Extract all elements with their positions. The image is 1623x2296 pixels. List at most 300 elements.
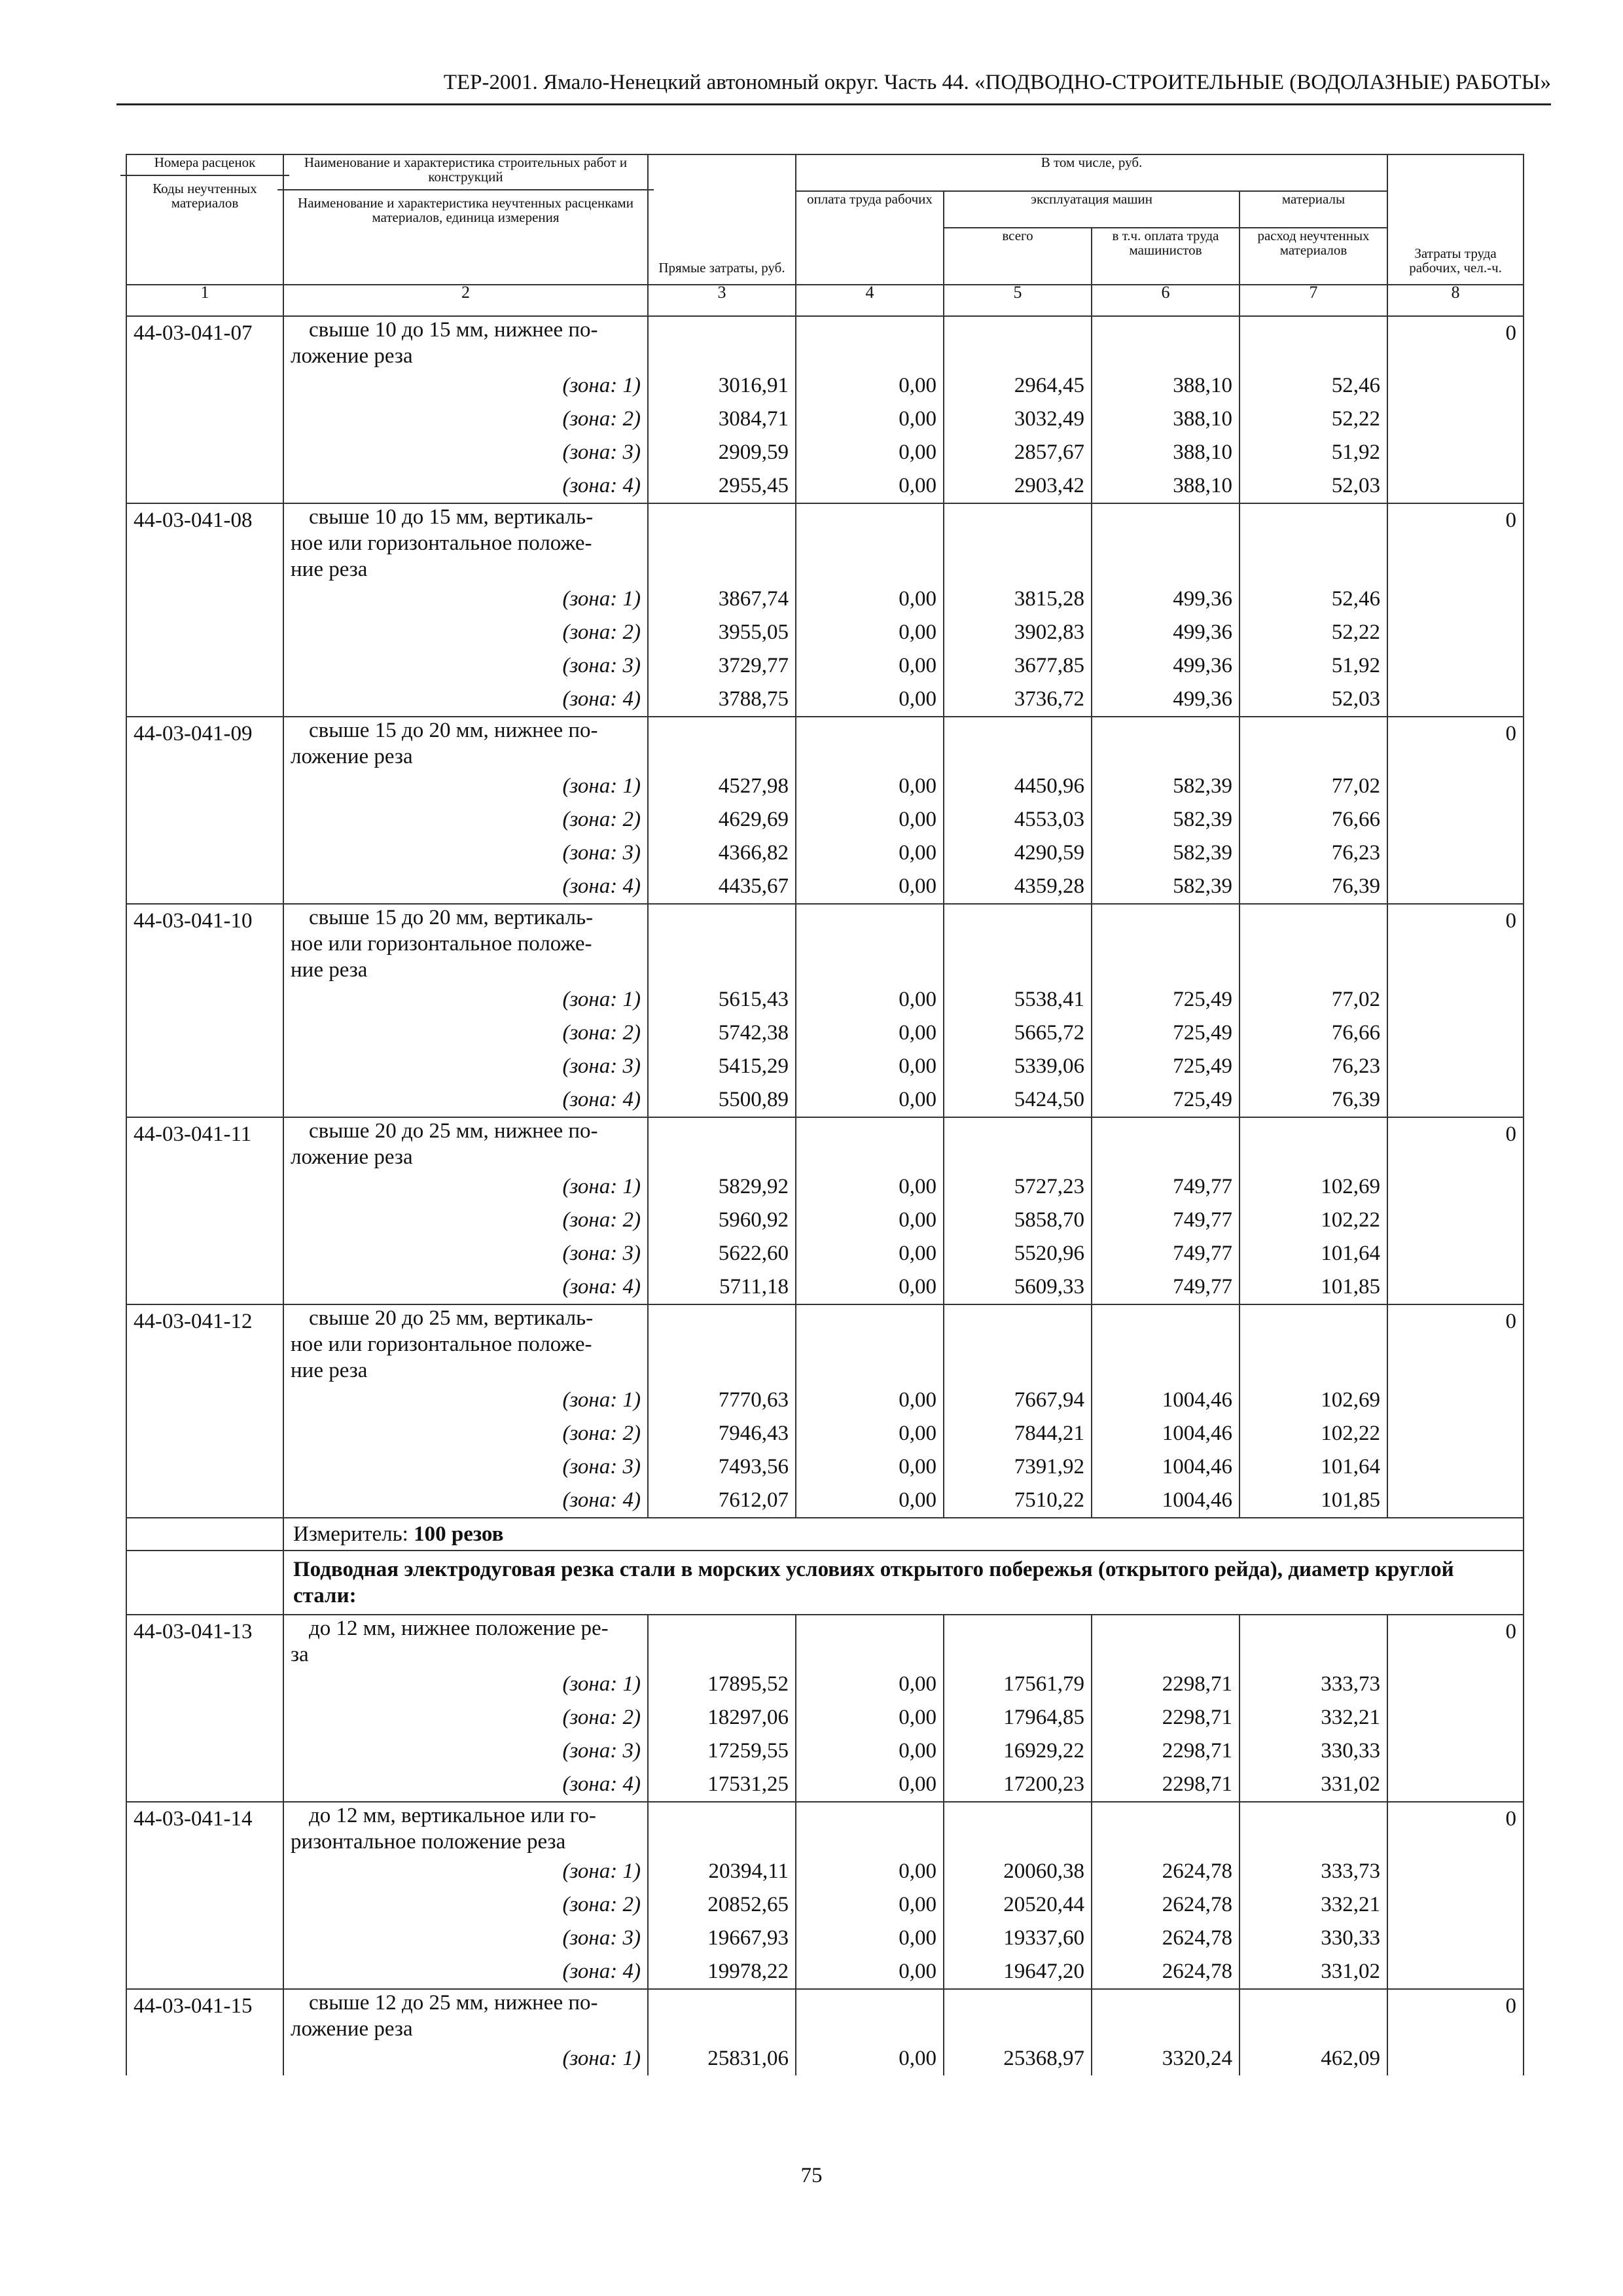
machines-total-value: 4450,96 xyxy=(944,770,1092,803)
header-num-1: 1 xyxy=(126,285,283,316)
operator-wages-value: 725,49 xyxy=(1092,1016,1240,1050)
zone-row xyxy=(126,1050,1524,1083)
materials-value: 77,02 xyxy=(1240,770,1387,803)
zone-row xyxy=(126,1170,1524,1204)
materials-value: 332,21 xyxy=(1240,1888,1387,1922)
machines-total-value: 5339,06 xyxy=(944,1050,1092,1083)
empty-cell xyxy=(126,469,283,503)
rate-description-line: свыше 10 до 15 мм, нижнее по- xyxy=(309,318,598,342)
rate-row xyxy=(126,904,1524,983)
rate-description-line: ное или горизонтальное положе- xyxy=(291,1333,592,1356)
worker-wages-value: 0,00 xyxy=(796,649,944,683)
rate-row xyxy=(126,1117,1524,1170)
zone-row xyxy=(126,770,1524,803)
worker-wages-value: 0,00 xyxy=(796,2042,944,2075)
machines-total-value: 5520,96 xyxy=(944,1237,1092,1270)
empty-cell xyxy=(1387,1768,1524,1802)
empty-cell xyxy=(648,316,796,369)
machines-total-value: 16929,22 xyxy=(944,1734,1092,1768)
header-num-7: 7 xyxy=(1240,285,1387,316)
operator-wages-value: 582,39 xyxy=(1092,870,1240,904)
zone-label: (зона: 2) xyxy=(283,1204,648,1237)
machines-total-value: 2857,67 xyxy=(944,436,1092,469)
rate-row xyxy=(126,503,1524,583)
direct-costs-value: 19667,93 xyxy=(648,1922,796,1955)
empty-cell xyxy=(1240,1802,1387,1855)
zone-row xyxy=(126,1922,1524,1955)
materials-value: 76,39 xyxy=(1240,1083,1387,1117)
materials-value: 102,22 xyxy=(1240,1417,1387,1450)
empty-cell xyxy=(944,503,1092,583)
header-num-3: 3 xyxy=(648,285,796,316)
empty-cell xyxy=(648,503,796,583)
empty-cell xyxy=(1387,1050,1524,1083)
direct-costs-value: 5742,38 xyxy=(648,1016,796,1050)
rate-description-line: ложение реза xyxy=(291,745,413,768)
machines-total-value: 7510,22 xyxy=(944,1484,1092,1518)
zone-row xyxy=(126,649,1524,683)
zone-label: (зона: 2) xyxy=(283,403,648,436)
zone-label: (зона: 4) xyxy=(283,870,648,904)
materials-value: 333,73 xyxy=(1240,1668,1387,1701)
direct-costs-value: 7612,07 xyxy=(648,1484,796,1518)
empty-cell xyxy=(944,316,1092,369)
rate-description-line: ложение реза xyxy=(291,344,413,368)
direct-costs-value: 4366,82 xyxy=(648,836,796,870)
rate-row xyxy=(126,1615,1524,1668)
zone-label: (зона: 4) xyxy=(283,469,648,503)
empty-cell xyxy=(1240,904,1387,983)
rate-description-line: ние реза xyxy=(291,558,368,581)
materials-value: 76,23 xyxy=(1240,836,1387,870)
labor-cost: 0 xyxy=(1387,503,1524,583)
empty-cell xyxy=(126,983,283,1016)
zone-label: (зона: 1) xyxy=(283,1855,648,1888)
materials-value: 76,39 xyxy=(1240,870,1387,904)
operator-wages-value: 2624,78 xyxy=(1092,1855,1240,1888)
operator-wages-value: 388,10 xyxy=(1092,469,1240,503)
labor-cost: 0 xyxy=(1387,717,1524,770)
empty-cell xyxy=(1092,316,1240,369)
empty-cell xyxy=(1387,1484,1524,1518)
worker-wages-value: 0,00 xyxy=(796,1855,944,1888)
zone-row xyxy=(126,1237,1524,1270)
zone-row xyxy=(126,1270,1524,1304)
zone-label: (зона: 3) xyxy=(283,1237,648,1270)
empty-cell xyxy=(126,1668,283,1701)
empty-cell xyxy=(1387,403,1524,436)
machines-total-value: 5538,41 xyxy=(944,983,1092,1016)
direct-costs-value: 4435,67 xyxy=(648,870,796,904)
direct-costs-value: 25831,06 xyxy=(648,2042,796,2075)
machines-total-value: 5858,70 xyxy=(944,1204,1092,1237)
meter-text xyxy=(283,1518,1524,1551)
zone-label: (зона: 1) xyxy=(283,583,648,616)
zone-row xyxy=(126,1450,1524,1484)
rate-description-line: ние реза xyxy=(291,958,368,982)
rate-description-line: свыше 12 до 25 мм, нижнее по- xyxy=(309,1991,598,2015)
machines-total-value: 4290,59 xyxy=(944,836,1092,870)
machines-total-value: 2964,45 xyxy=(944,369,1092,403)
operator-wages-value: 749,77 xyxy=(1092,1170,1240,1204)
direct-costs-value: 17531,25 xyxy=(648,1768,796,1802)
empty-cell xyxy=(126,1955,283,1989)
zone-label: (зона: 4) xyxy=(283,1083,648,1117)
zone-row xyxy=(126,616,1524,649)
empty-cell xyxy=(796,1304,944,1384)
empty-cell xyxy=(1387,616,1524,649)
empty-cell xyxy=(126,870,283,904)
rate-row xyxy=(126,1989,1524,2042)
worker-wages-value: 0,00 xyxy=(796,1484,944,1518)
empty-cell xyxy=(1387,836,1524,870)
rate-row xyxy=(126,1304,1524,1384)
worker-wages-value: 0,00 xyxy=(796,1016,944,1050)
rate-code: 44-03-041-07 xyxy=(126,316,283,369)
empty-cell xyxy=(1240,1117,1387,1170)
rate-code: 44-03-041-09 xyxy=(126,717,283,770)
empty-cell xyxy=(126,1855,283,1888)
header-col-materials-use: расход неучтенных материалов xyxy=(1240,228,1387,285)
empty-cell xyxy=(126,1551,283,1615)
empty-cell xyxy=(1240,717,1387,770)
worker-wages-value: 0,00 xyxy=(796,369,944,403)
rate-description-line: за xyxy=(291,1643,309,1666)
materials-value: 462,09 xyxy=(1240,2042,1387,2075)
zone-row xyxy=(126,1484,1524,1518)
zone-label: (зона: 1) xyxy=(283,770,648,803)
operator-wages-value: 2298,71 xyxy=(1092,1701,1240,1734)
machines-total-value: 17561,79 xyxy=(944,1668,1092,1701)
worker-wages-value: 0,00 xyxy=(796,1204,944,1237)
header-num-5: 5 xyxy=(944,285,1092,316)
rate-code: 44-03-041-15 xyxy=(126,1989,283,2042)
empty-cell xyxy=(648,1304,796,1384)
operator-wages-value: 1004,46 xyxy=(1092,1417,1240,1450)
machines-total-value: 3902,83 xyxy=(944,616,1092,649)
rate-code: 44-03-041-12 xyxy=(126,1304,283,1384)
header-col-code xyxy=(126,154,283,285)
materials-value: 51,92 xyxy=(1240,649,1387,683)
labor-cost: 0 xyxy=(1387,1802,1524,1855)
header-col-operator-wages: в т.ч. оплата труда машинистов xyxy=(1092,228,1240,285)
direct-costs-value: 5829,92 xyxy=(648,1170,796,1204)
direct-costs-value: 17895,52 xyxy=(648,1668,796,1701)
worker-wages-value: 0,00 xyxy=(796,1922,944,1955)
rate-description-line: ложение реза xyxy=(291,2017,413,2041)
empty-cell xyxy=(1387,649,1524,683)
direct-costs-value: 7493,56 xyxy=(648,1450,796,1484)
empty-cell xyxy=(1387,683,1524,717)
empty-cell xyxy=(126,770,283,803)
labor-cost: 0 xyxy=(1387,316,1524,369)
operator-wages-value: 1004,46 xyxy=(1092,1384,1240,1417)
operator-wages-value: 2624,78 xyxy=(1092,1955,1240,1989)
materials-value: 52,03 xyxy=(1240,683,1387,717)
empty-cell xyxy=(126,1734,283,1768)
zone-label: (зона: 1) xyxy=(283,2042,648,2075)
operator-wages-value: 749,77 xyxy=(1092,1204,1240,1237)
rate-code: 44-03-041-10 xyxy=(126,904,283,983)
empty-cell xyxy=(1387,1083,1524,1117)
rate-row xyxy=(126,717,1524,770)
zone-label: (зона: 3) xyxy=(283,649,648,683)
materials-value: 102,69 xyxy=(1240,1384,1387,1417)
rate-description xyxy=(283,717,648,770)
rate-description-line: ное или горизонтальное положе- xyxy=(291,932,592,956)
operator-wages-value: 2298,71 xyxy=(1092,1734,1240,1768)
empty-cell xyxy=(1387,983,1524,1016)
zone-label: (зона: 1) xyxy=(283,369,648,403)
empty-cell xyxy=(126,1270,283,1304)
empty-cell xyxy=(1092,1802,1240,1855)
worker-wages-value: 0,00 xyxy=(796,1237,944,1270)
empty-cell xyxy=(944,1615,1092,1668)
empty-cell xyxy=(796,316,944,369)
empty-cell xyxy=(1387,1734,1524,1768)
rate-code: 44-03-041-13 xyxy=(126,1615,283,1668)
rate-description-line: ризонтальное положение реза xyxy=(291,1830,566,1854)
zone-label: (зона: 3) xyxy=(283,436,648,469)
materials-value: 76,66 xyxy=(1240,1016,1387,1050)
worker-wages-value: 0,00 xyxy=(796,1450,944,1484)
empty-cell xyxy=(1092,717,1240,770)
rate-description-line: свыше 20 до 25 мм, вертикаль- xyxy=(309,1306,594,1330)
operator-wages-value: 499,36 xyxy=(1092,616,1240,649)
empty-cell xyxy=(1387,870,1524,904)
direct-costs-value: 20394,11 xyxy=(648,1855,796,1888)
operator-wages-value: 499,36 xyxy=(1092,583,1240,616)
empty-cell xyxy=(944,904,1092,983)
zone-row xyxy=(126,1668,1524,1701)
rate-description-line: до 12 мм, нижнее положение ре- xyxy=(309,1617,609,1640)
materials-value: 77,02 xyxy=(1240,983,1387,1016)
operator-wages-value: 582,39 xyxy=(1092,803,1240,836)
direct-costs-value: 5415,29 xyxy=(648,1050,796,1083)
empty-cell xyxy=(944,1117,1092,1170)
rate-description xyxy=(283,1117,648,1170)
empty-cell xyxy=(126,1768,283,1802)
empty-cell xyxy=(944,1802,1092,1855)
header-col-labor: Затраты труда рабочих, чел.-ч. xyxy=(1387,154,1524,285)
direct-costs-value: 5711,18 xyxy=(648,1270,796,1304)
empty-cell xyxy=(126,803,283,836)
operator-wages-value: 725,49 xyxy=(1092,1050,1240,1083)
empty-cell xyxy=(1240,503,1387,583)
empty-cell xyxy=(126,1170,283,1204)
zone-label: (зона: 3) xyxy=(283,1734,648,1768)
header-col-machines-total: всего xyxy=(944,228,1092,285)
zone-row xyxy=(126,803,1524,836)
materials-value: 330,33 xyxy=(1240,1922,1387,1955)
direct-costs-value: 3955,05 xyxy=(648,616,796,649)
empty-cell xyxy=(796,503,944,583)
materials-value: 333,73 xyxy=(1240,1855,1387,1888)
rate-description xyxy=(283,1304,648,1384)
empty-cell xyxy=(1387,803,1524,836)
empty-cell xyxy=(1387,770,1524,803)
header-col-code-top: Номера расценок xyxy=(154,154,256,170)
empty-cell xyxy=(1387,1016,1524,1050)
labor-cost: 0 xyxy=(1387,904,1524,983)
machines-total-value: 19647,20 xyxy=(944,1955,1092,1989)
materials-value: 52,22 xyxy=(1240,616,1387,649)
machines-total-value: 3736,72 xyxy=(944,683,1092,717)
machines-total-value: 3677,85 xyxy=(944,649,1092,683)
zone-label: (зона: 4) xyxy=(283,683,648,717)
empty-cell xyxy=(126,1450,283,1484)
operator-wages-value: 2298,71 xyxy=(1092,1668,1240,1701)
empty-cell xyxy=(126,1518,283,1551)
rate-description-line: свыше 20 до 25 мм, нижнее по- xyxy=(309,1119,598,1143)
zone-label: (зона: 3) xyxy=(283,1450,648,1484)
worker-wages-value: 0,00 xyxy=(796,870,944,904)
materials-value: 51,92 xyxy=(1240,436,1387,469)
empty-cell xyxy=(1240,1615,1387,1668)
header-col-name-bottom: Наименование и характеристика неучтенных расценками материалов, единица измерения xyxy=(277,189,654,224)
empty-cell xyxy=(1092,904,1240,983)
empty-cell xyxy=(126,683,283,717)
operator-wages-value: 499,36 xyxy=(1092,683,1240,717)
operator-wages-value: 499,36 xyxy=(1092,649,1240,683)
labor-cost: 0 xyxy=(1387,1304,1524,1384)
header-machines: эксплуатация машин xyxy=(944,191,1240,228)
machines-total-value: 5665,72 xyxy=(944,1016,1092,1050)
section-row xyxy=(126,1551,1524,1615)
direct-costs-value: 2955,45 xyxy=(648,469,796,503)
operator-wages-value: 725,49 xyxy=(1092,983,1240,1016)
worker-wages-value: 0,00 xyxy=(796,1701,944,1734)
worker-wages-value: 0,00 xyxy=(796,403,944,436)
machines-total-value: 3032,49 xyxy=(944,403,1092,436)
direct-costs-value: 3788,75 xyxy=(648,683,796,717)
worker-wages-value: 0,00 xyxy=(796,1050,944,1083)
empty-cell xyxy=(126,1701,283,1734)
empty-cell xyxy=(126,1204,283,1237)
machines-total-value: 7667,94 xyxy=(944,1384,1092,1417)
worker-wages-value: 0,00 xyxy=(796,983,944,1016)
zone-row xyxy=(126,1384,1524,1417)
zone-label: (зона: 1) xyxy=(283,1668,648,1701)
empty-cell xyxy=(944,1304,1092,1384)
rates-table xyxy=(126,154,1524,2075)
empty-cell xyxy=(1240,316,1387,369)
zone-label: (зона: 1) xyxy=(283,1170,648,1204)
header-col-name xyxy=(283,154,648,285)
empty-cell xyxy=(126,1016,283,1050)
rate-description-line: до 12 мм, вертикальное или го- xyxy=(309,1804,596,1827)
empty-cell xyxy=(126,1888,283,1922)
empty-cell xyxy=(126,649,283,683)
empty-cell xyxy=(944,717,1092,770)
materials-value: 52,03 xyxy=(1240,469,1387,503)
header-including: В том числе, руб. xyxy=(796,154,1387,191)
operator-wages-value: 388,10 xyxy=(1092,369,1240,403)
direct-costs-value: 7946,43 xyxy=(648,1417,796,1450)
zone-label: (зона: 2) xyxy=(283,1417,648,1450)
worker-wages-value: 0,00 xyxy=(796,1955,944,1989)
materials-value: 332,21 xyxy=(1240,1701,1387,1734)
operator-wages-value: 1004,46 xyxy=(1092,1484,1240,1518)
direct-costs-value: 19978,22 xyxy=(648,1955,796,1989)
meter-row xyxy=(126,1518,1524,1551)
empty-cell xyxy=(1092,503,1240,583)
header-materials: материалы xyxy=(1240,191,1387,228)
machines-total-value: 17200,23 xyxy=(944,1768,1092,1802)
machines-total-value: 20520,44 xyxy=(944,1888,1092,1922)
materials-value: 101,64 xyxy=(1240,1237,1387,1270)
header-num-2: 2 xyxy=(283,285,648,316)
empty-cell xyxy=(1387,1170,1524,1204)
worker-wages-value: 0,00 xyxy=(796,803,944,836)
rate-row xyxy=(126,1802,1524,1855)
empty-cell xyxy=(126,1237,283,1270)
rate-code: 44-03-041-14 xyxy=(126,1802,283,1855)
operator-wages-value: 388,10 xyxy=(1092,436,1240,469)
empty-cell xyxy=(1387,1955,1524,1989)
empty-cell xyxy=(1387,1450,1524,1484)
operator-wages-value: 1004,46 xyxy=(1092,1450,1240,1484)
zone-label: (зона: 4) xyxy=(283,1955,648,1989)
machines-total-value: 17964,85 xyxy=(944,1701,1092,1734)
zone-row xyxy=(126,1083,1524,1117)
rate-description xyxy=(283,503,648,583)
empty-cell xyxy=(126,403,283,436)
materials-value: 52,46 xyxy=(1240,369,1387,403)
worker-wages-value: 0,00 xyxy=(796,1384,944,1417)
machines-total-value: 20060,38 xyxy=(944,1855,1092,1888)
meter-label: Измеритель: xyxy=(293,1522,414,1546)
materials-value: 52,46 xyxy=(1240,583,1387,616)
zone-row xyxy=(126,1417,1524,1450)
empty-cell xyxy=(796,1615,944,1668)
zone-label: (зона: 2) xyxy=(283,803,648,836)
direct-costs-value: 3867,74 xyxy=(648,583,796,616)
machines-total-value: 7391,92 xyxy=(944,1450,1092,1484)
empty-cell xyxy=(126,1922,283,1955)
rate-description-line: свыше 15 до 20 мм, вертикаль- xyxy=(309,906,594,929)
operator-wages-value: 582,39 xyxy=(1092,836,1240,870)
worker-wages-value: 0,00 xyxy=(796,616,944,649)
empty-cell xyxy=(1387,1417,1524,1450)
worker-wages-value: 0,00 xyxy=(796,436,944,469)
rate-description-line: ложение реза xyxy=(291,1145,413,1169)
machines-total-value: 5727,23 xyxy=(944,1170,1092,1204)
empty-cell xyxy=(1387,1701,1524,1734)
empty-cell xyxy=(1092,1117,1240,1170)
rate-code: 44-03-041-08 xyxy=(126,503,283,583)
empty-cell xyxy=(1387,2042,1524,2075)
rate-description xyxy=(283,1802,648,1855)
direct-costs-value: 17259,55 xyxy=(648,1734,796,1768)
empty-cell xyxy=(648,717,796,770)
direct-costs-value: 5960,92 xyxy=(648,1204,796,1237)
zone-row xyxy=(126,436,1524,469)
zone-row xyxy=(126,1888,1524,1922)
worker-wages-value: 0,00 xyxy=(796,1170,944,1204)
empty-cell xyxy=(1387,369,1524,403)
machines-total-value: 2903,42 xyxy=(944,469,1092,503)
worker-wages-value: 0,00 xyxy=(796,1668,944,1701)
machines-total-value: 5609,33 xyxy=(944,1270,1092,1304)
operator-wages-value: 749,77 xyxy=(1092,1270,1240,1304)
zone-row xyxy=(126,2042,1524,2075)
rate-row xyxy=(126,316,1524,369)
machines-total-value: 4553,03 xyxy=(944,803,1092,836)
rate-description-line: свыше 10 до 15 мм, вертикаль- xyxy=(309,505,594,529)
empty-cell xyxy=(126,1083,283,1117)
worker-wages-value: 0,00 xyxy=(796,836,944,870)
